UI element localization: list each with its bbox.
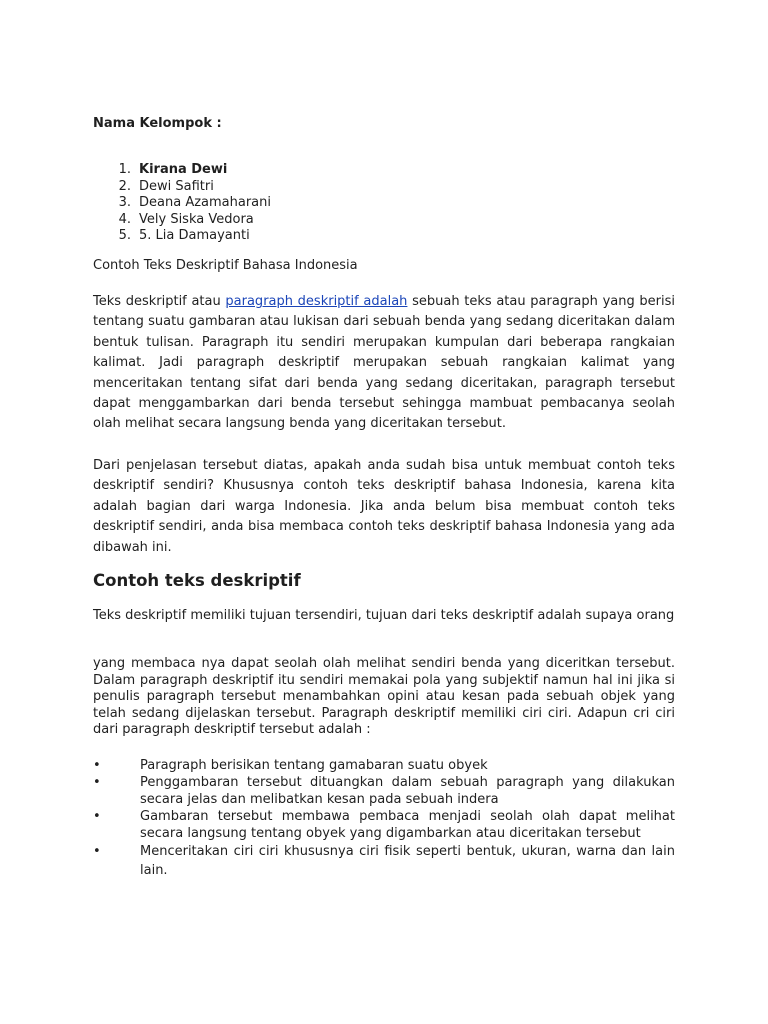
member-name: Kirana Dewi: [139, 162, 228, 177]
paragraph-text-before-link: Teks deskriptif atau: [93, 294, 226, 309]
member-number: 4.: [118, 211, 131, 227]
paragraph-characteristics: yang membaca nya dapat seolah olah melihat sendiri benda yang diceritkan tersebut. Dalam paragraph deskriptif itu sendiri memakai pola yang subjektif namun hal ini jika si penulis paragraph tersebut menambahkan opini atau kesan pada sebuah objek yang telah sedang dijelaskan tersebut. Paragraph deskriptif memiliki ciri ciri. Adapun cri ciri dari paragraph deskriptif tersebut adalah :: [93, 656, 675, 737]
section-heading: Contoh teks deskriptif: [93, 571, 301, 590]
document-title: Contoh Teks Deskriptif Bahasa Indonesia: [93, 258, 358, 273]
member-item: [93, 179, 493, 196]
member-number: 5.: [118, 228, 131, 243]
list-item-text: Penggambaran tersebut dituangkan dalam sebuah paragraph yang dilakukan secara jelas dan melibatkan kesan pada sebuah indera: [140, 775, 675, 807]
member-item: [93, 228, 493, 245]
bullet-icon: •: [93, 844, 101, 859]
list-item-text: Paragraph berisikan tentang gamabaran suatu obyek: [140, 758, 488, 773]
list-item-text: Gambaran tersebut membawa pembaca menjadi seolah olah dapat melihat secara langsung tentang obyek yang digambarkan atau diceritakan tersebut: [140, 809, 675, 841]
member-item: [93, 162, 493, 179]
member-number: 1.: [118, 162, 131, 177]
member-name: 5. Lia Damayanti: [139, 228, 250, 243]
member-item: [93, 212, 493, 229]
list-item: [93, 808, 675, 842]
member-list: [93, 162, 493, 245]
member-number: 2.: [118, 178, 131, 194]
list-item: [93, 757, 675, 774]
member-name: Vely Siska Vedora: [139, 211, 254, 227]
member-item: [93, 195, 493, 212]
bullet-icon: •: [93, 775, 101, 790]
characteristics-list: [93, 757, 675, 880]
paragraph-purpose: Teks deskriptif memiliki tujuan tersendiri, tujuan dari teks deskriptif adalah supaya orang: [93, 608, 675, 623]
group-label: Nama Kelompok :: [93, 116, 222, 131]
bullet-icon: •: [93, 758, 101, 773]
list-item-text: Menceritakan ciri ciri khususnya ciri fisik seperti bentuk, ukuran, warna dan lain lain.: [140, 844, 675, 878]
member-name: Deana Azamaharani: [139, 195, 271, 210]
list-item: [93, 842, 675, 880]
member-number: 3.: [118, 195, 131, 210]
member-name: Dewi Safitri: [139, 178, 214, 194]
paragraph-definition: [93, 292, 675, 435]
bullet-icon: •: [93, 809, 101, 824]
paragraph-explanation: Dari penjelasan tersebut diatas, apakah anda sudah bisa untuk membuat contoh teks deskriptif sendiri? Khususnya contoh teks deskriptif bahasa Indonesia, karena kita adalah bagian dari warga Indonesia. Jika anda belum bisa membuat contoh teks deskriptif sendiri, anda bisa membaca contoh teks deskriptif bahasa Indonesia yang ada dibawah ini.: [93, 458, 675, 555]
definition-link[interactable]: paragraph deskriptif adalah: [225, 294, 408, 309]
list-item: [93, 774, 675, 808]
paragraph-text-after-link: sebuah teks atau paragraph yang berisi tentang suatu gambaran atau lukisan dari sebuah benda yang sedang diceritakan dalam bentuk tulisan. Paragraph itu sendiri merupakan kumpulan dari beberapa rangkaian kalimat. Jadi paragraph deskriptif merupakan sebuah rangkaian kalimat yang menceritakan tentang sifat dari benda yang sedang diceritakan, paragraph tersebut dapat menggambarkan dari benda tersebut sehingga mambuat pembacanya seolah olah melihat secara langsung benda yang diceritakan tersebut.: [93, 294, 675, 432]
